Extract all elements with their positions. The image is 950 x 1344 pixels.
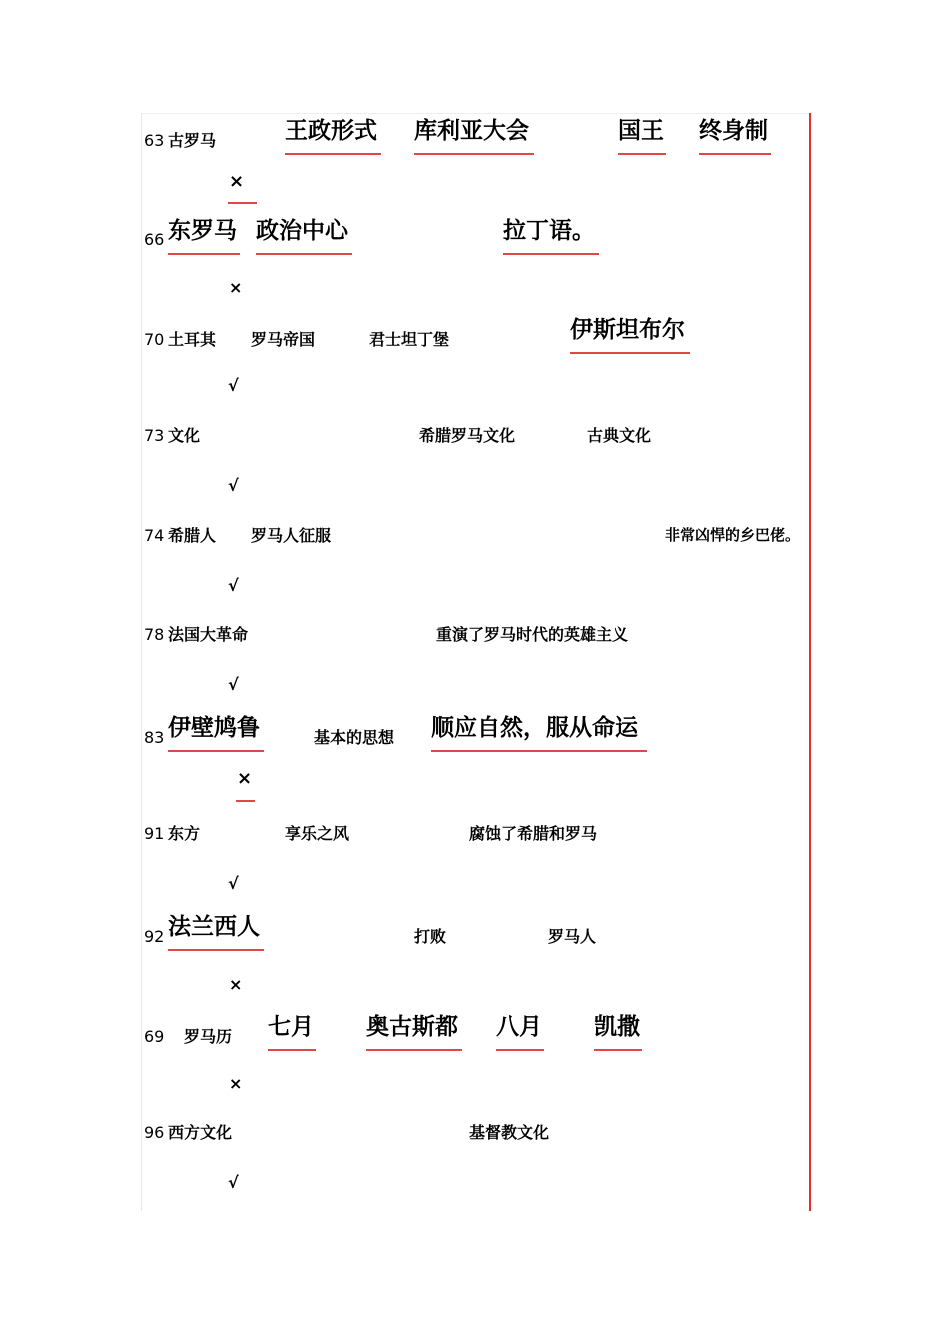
row-term: 古罗马 <box>168 131 217 150</box>
judgment-mark: × <box>237 768 253 789</box>
keyword: 七月 <box>268 1014 314 1040</box>
row-term: 享乐之风 <box>285 824 350 843</box>
row-term: 君士坦丁堡 <box>369 330 450 349</box>
keyword-underline <box>699 153 771 155</box>
judgment-mark: √ <box>228 1173 239 1192</box>
right-margin-line <box>809 113 811 1211</box>
row-term: 基督教文化 <box>469 1123 550 1142</box>
keyword: 王政形式 <box>285 118 377 144</box>
row-number: 83 <box>144 728 165 747</box>
keyword: 法兰西人 <box>168 914 260 940</box>
mark-underline <box>236 800 255 802</box>
keyword: 东罗马 <box>168 218 237 244</box>
keyword-underline <box>168 750 264 752</box>
keyword-underline <box>496 1049 544 1051</box>
keyword: 八月 <box>496 1014 542 1040</box>
keyword-underline <box>618 153 666 155</box>
keyword-underline <box>503 253 599 255</box>
keyword: 伊斯坦布尔 <box>570 317 685 343</box>
row-term: 罗马人征服 <box>251 526 332 545</box>
judgment-mark: × <box>229 1074 243 1093</box>
mark-underline <box>228 202 257 204</box>
keyword-underline <box>168 949 264 951</box>
judgment-mark: × <box>229 278 243 297</box>
row-term: 罗马历 <box>184 1027 233 1046</box>
row-number: 69 <box>144 1027 165 1046</box>
row-term: 文化 <box>168 426 201 445</box>
row-term: 土耳其 <box>168 330 217 349</box>
keyword-underline <box>431 750 647 752</box>
row-number: 63 <box>144 131 165 150</box>
row-term: 基本的思想 <box>314 728 395 747</box>
row-term: 非常凶悍的乡巴佬。 <box>665 526 801 544</box>
row-term: 希腊人 <box>168 526 217 545</box>
keyword-underline <box>256 253 352 255</box>
judgment-mark: × <box>229 171 245 192</box>
row-number: 96 <box>144 1123 165 1142</box>
row-term: 腐蚀了希腊和罗马 <box>469 824 598 843</box>
keyword: 终身制 <box>699 118 768 144</box>
judgment-mark: √ <box>228 874 239 893</box>
row-term: 法国大革命 <box>168 625 249 644</box>
row-number: 73 <box>144 426 165 445</box>
keyword: 伊壁鸠鲁 <box>168 715 260 741</box>
row-term: 打败 <box>414 927 447 946</box>
keyword: 凯撒 <box>594 1014 640 1040</box>
row-number: 78 <box>144 625 165 644</box>
keyword: 政治中心 <box>256 218 348 244</box>
keyword-underline <box>285 153 381 155</box>
row-term: 罗马人 <box>548 927 597 946</box>
row-term: 东方 <box>168 824 201 843</box>
keyword: 库利亚大会 <box>414 118 529 144</box>
row-number: 66 <box>144 230 165 249</box>
keyword-underline <box>168 253 240 255</box>
judgment-mark: × <box>229 975 243 994</box>
row-number: 70 <box>144 330 165 349</box>
row-term: 古典文化 <box>587 426 652 445</box>
judgment-mark: √ <box>228 476 239 495</box>
keyword-underline <box>594 1049 642 1051</box>
judgment-mark: √ <box>228 376 239 395</box>
judgment-mark: √ <box>228 576 239 595</box>
keyword-underline <box>570 352 690 354</box>
left-border-line <box>141 113 142 1211</box>
row-number: 91 <box>144 824 165 843</box>
row-term: 罗马帝国 <box>251 330 316 349</box>
keyword: 拉丁语。 <box>503 218 595 244</box>
row-term: 西方文化 <box>168 1123 233 1142</box>
keyword-underline <box>366 1049 462 1051</box>
judgment-mark: √ <box>228 675 239 694</box>
keyword-underline <box>268 1049 316 1051</box>
keyword: 奥古斯都 <box>366 1014 458 1040</box>
top-border-line <box>141 113 811 114</box>
row-number: 92 <box>144 927 165 946</box>
keyword: 顺应自然，服从命运 <box>431 715 638 741</box>
keyword-underline <box>414 153 534 155</box>
row-term: 重演了罗马时代的英雄主义 <box>436 625 629 644</box>
row-number: 74 <box>144 526 165 545</box>
keyword: 国王 <box>618 118 664 144</box>
row-term: 希腊罗马文化 <box>419 426 516 445</box>
